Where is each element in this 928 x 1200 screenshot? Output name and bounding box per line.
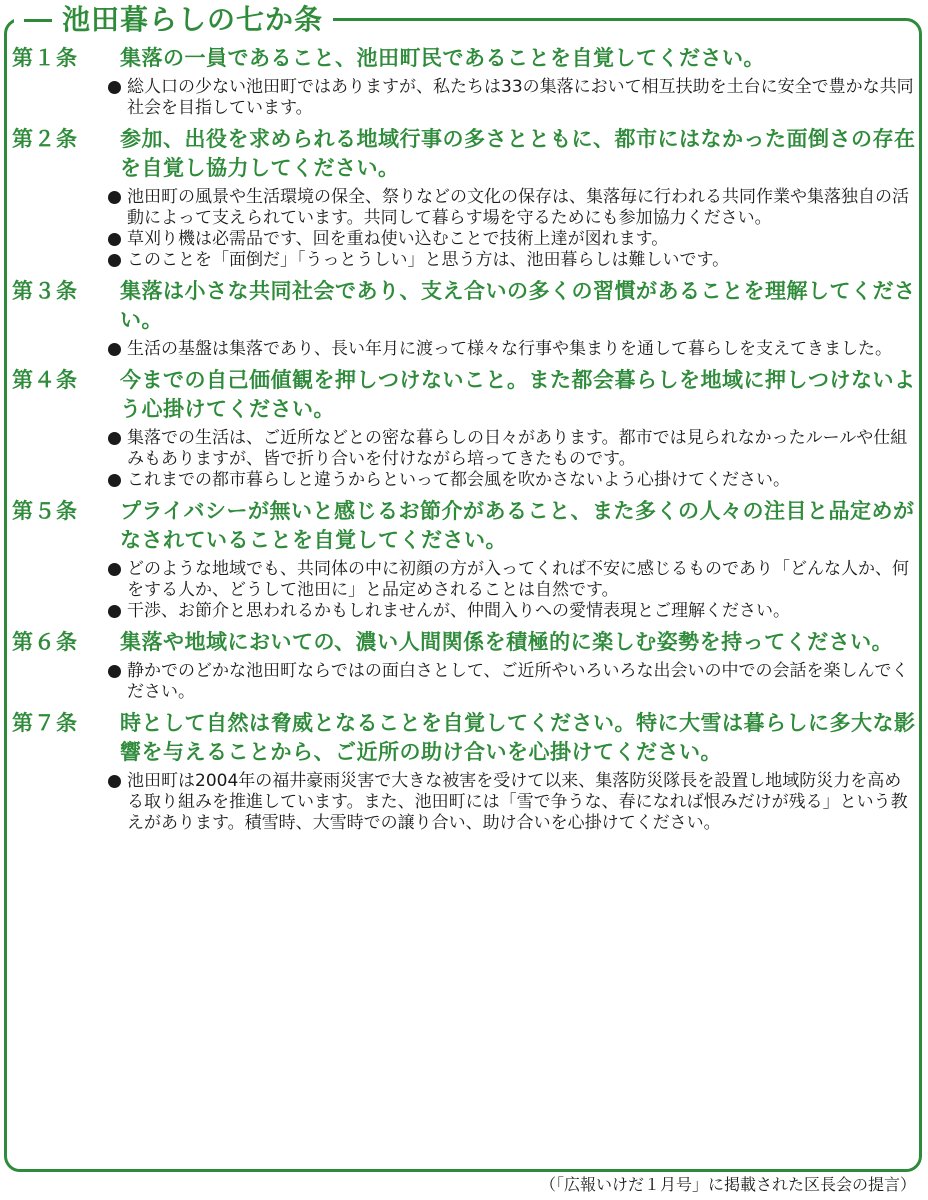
bullet-dot-icon <box>108 563 121 576</box>
article-heading-row <box>12 44 916 73</box>
bullet-dot-icon <box>108 81 121 94</box>
article-number: 第４条 <box>12 368 78 392</box>
bullet-text: どのような地域でも、共同体の中に初顔の方が入ってくれば不安に感じるものであり「どんな人か、何をする人か、どうして池田に」と品定めされることは自然です。 <box>127 559 909 600</box>
bullet-list <box>108 428 916 491</box>
bullet-list <box>108 771 916 834</box>
bullet-list <box>108 559 916 622</box>
bullet-item <box>108 771 916 834</box>
bullet-dot-icon <box>108 233 121 246</box>
bullet-item <box>108 229 916 250</box>
article-heading-row <box>12 628 916 657</box>
bullet-list <box>108 661 916 703</box>
bullet-item <box>108 250 916 271</box>
article-number: 第５条 <box>12 499 78 523</box>
bullet-text: 干渉、お節介と思われるかもしれませんが、仲間入りへの愛情表現とご理解ください。 <box>127 601 790 621</box>
article-6 <box>12 628 916 703</box>
bullet-list <box>108 77 916 119</box>
article-4 <box>12 366 916 491</box>
bullet-dot-icon <box>108 665 121 678</box>
article-heading: 集落の一員であること、池田町民であることを自覚してください。 <box>120 46 765 70</box>
article-heading: プライバシーが無いと感じるお節介があること、また多くの人々の注目と品定めがなされていることを自覚してください。 <box>120 499 915 552</box>
article-heading: 集落は小さな共同社会であり、支え合いの多くの習慣があることを理解してください。 <box>120 279 916 332</box>
article-number: 第７条 <box>12 711 78 735</box>
page-title: 池田暮らしの七か条 <box>62 3 324 36</box>
articles-list <box>12 44 916 840</box>
bullet-text: 静かでのどかな池田町ならではの面白さとして、ご近所やいろいろな出会いの中での会話を楽しんでください。 <box>127 661 909 702</box>
article-heading: 時として自然は脅威となることを自覚してください。特に大雪は暮らしに多大な影響を与えることから、ご近所の助け合いを心掛けてください。 <box>120 711 916 764</box>
article-heading: 参加、出役を求められる地域行事の多さとともに、都市にはなかった面倒さの存在を自覚し協力してください。 <box>120 127 916 180</box>
title-block <box>14 0 333 40</box>
bullet-dot-icon <box>108 474 121 487</box>
article-heading: 今までの自己価値観を押しつけないこと。また都会暮らしを地域に押しつけないよう心掛けてください。 <box>120 368 916 421</box>
bullet-text: 池田町は2004年の福井豪雨災害で大きな被害を受けて以来、集落防災隊長を設置し地域防災力を高める取り組みを推進しています。また、池田町には「雪で争うな、春になれば恨みだけが残る」という教えがあります。積雪時、大雪時での譲り合い、助け合いを心掛けてください。 <box>127 771 908 833</box>
article-heading-row <box>12 125 916 183</box>
bullet-list <box>108 187 916 271</box>
bullet-text: 池田町の風景や生活環境の保全、祭りなどの文化の保存は、集落毎に行われる共同作業や集落独自の活動によって支えられています。共同して暮らす場を守るためにも参加協力ください。 <box>127 187 909 228</box>
bullet-text: 総人口の少ない池田町ではありますが、私たちは33の集落において相互扶助を土台に安全で豊かな共同社会を目指しています。 <box>127 77 914 118</box>
article-heading-row <box>12 366 916 424</box>
article-heading-row <box>12 497 916 555</box>
article-heading-row <box>12 277 916 335</box>
article-heading: 集落や地域においての、濃い人間関係を積極的に楽しむ姿勢を持ってください。 <box>120 630 894 654</box>
bullet-item <box>108 77 916 119</box>
article-number: 第２条 <box>12 127 78 151</box>
article-2 <box>12 125 916 271</box>
bullet-text: このことを「面倒だ」「うっとうしい」と思う方は、池田暮らしは難しいです。 <box>127 250 730 270</box>
article-heading-row <box>12 709 916 767</box>
bullet-item <box>108 428 916 470</box>
bullet-item <box>108 661 916 703</box>
bullet-item <box>108 470 916 491</box>
bullet-item <box>108 601 916 622</box>
article-1 <box>12 44 916 119</box>
title-divider <box>24 19 52 22</box>
article-5 <box>12 497 916 622</box>
bullet-text: 集落での生活は、ご近所などとの密な暮らしの日々があります。都市では見られなかったルールや仕組みもありますが、皆で折り合いを付けながら培ってきたものです。 <box>127 428 908 469</box>
bullet-text: 生活の基盤は集落であり、長い年月に渡って様々な行事や集まりを通して暮らしを支えてきました。 <box>127 339 892 359</box>
article-number: 第３条 <box>12 279 78 303</box>
article-3 <box>12 277 916 360</box>
article-number: 第１条 <box>12 46 78 70</box>
source-note: （「広報いけだ１月号」に掲載された区長会の提言） <box>539 1175 916 1194</box>
bullet-dot-icon <box>108 191 121 204</box>
bullet-item <box>108 559 916 601</box>
bullet-text: これまでの都市暮らしと違うからといって都会風を吹かさないよう心掛けてください。 <box>127 470 790 490</box>
bullet-dot-icon <box>108 775 121 788</box>
article-7 <box>12 709 916 834</box>
bullet-item <box>108 339 916 360</box>
bullet-dot-icon <box>108 432 121 445</box>
bullet-dot-icon <box>108 343 121 356</box>
bullet-dot-icon <box>108 254 121 267</box>
bullet-text: 草刈り機は必需品です、回を重ね使い込むことで技術上達が図れます。 <box>127 229 669 249</box>
bullet-item <box>108 187 916 229</box>
bullet-dot-icon <box>108 605 121 618</box>
article-number: 第６条 <box>12 630 78 654</box>
bullet-list <box>108 339 916 360</box>
